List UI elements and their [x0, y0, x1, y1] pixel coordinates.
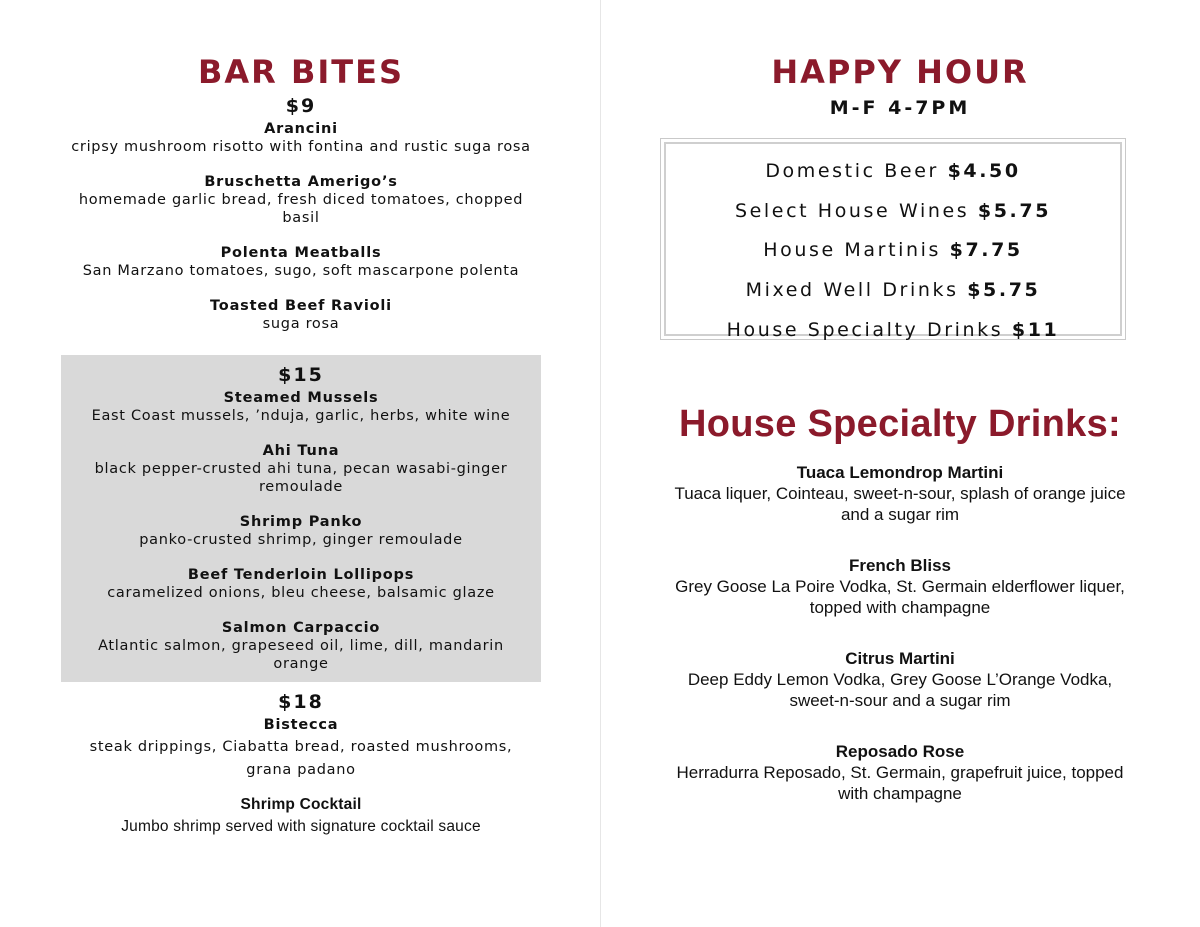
item-name: Steamed Mussels [223, 390, 379, 406]
item-name: Beef Tenderloin Lollipops [187, 567, 415, 583]
item-desc: East Coast mussels, ’nduja, garlic, herbs, white wine [91, 408, 511, 424]
happy-hour-section [640, 52, 1160, 804]
special-price: $7.75 [949, 239, 1023, 262]
drink-desc: Deep Eddy Lemon Vodka, Grey Goose L’Orange Vodka, sweet-n-sour and a sugar rim [687, 670, 1113, 710]
item-desc: black pepper-crusted ahi tuna, pecan wasabi-ginger remoulade [94, 461, 508, 495]
menu-item [61, 796, 541, 836]
item-name: Ahi Tuna [262, 443, 340, 459]
happy-hour-specials-box [660, 138, 1126, 340]
menu-item [40, 297, 562, 333]
menu-item [61, 442, 541, 496]
special-price: $4.50 [947, 160, 1021, 182]
drink-item [640, 462, 1160, 525]
special-label: Select House Wines [734, 199, 970, 222]
tier-18-group [61, 690, 541, 836]
special-label: Domestic Beer [765, 160, 939, 182]
tier-9-group [40, 94, 562, 333]
item-desc: cripsy mushroom risotto with fontina and rustic suga rosa [71, 139, 531, 155]
drink-name: French Bliss [848, 556, 952, 575]
special-label: House Specialty Drinks [726, 318, 1004, 341]
special-label: Mixed Well Drinks [745, 279, 959, 302]
item-desc: caramelized onions, bleu cheese, balsamic glaze [107, 585, 495, 601]
special-label: House Martinis [763, 239, 942, 262]
item-desc: San Marzano tomatoes, sugo, soft mascarpone polenta [82, 263, 520, 279]
drink-desc: Herradurra Reposado, St. Germain, grapefruit juice, topped with champagne [676, 763, 1124, 803]
item-desc: Atlantic salmon, grapeseed oil, lime, dill, mandarin orange [98, 638, 504, 672]
page-divider [600, 0, 601, 927]
drink-name: Citrus Martini [845, 649, 955, 668]
item-name: Bruschetta Amerigo’s [204, 174, 398, 190]
special-row [666, 231, 1120, 271]
happy-hour-specials-list [664, 142, 1122, 341]
drink-item [640, 741, 1160, 804]
item-desc: homemade garlic bread, fresh diced tomatoes, chopped basil [78, 192, 524, 226]
special-price: $5.75 [977, 199, 1052, 222]
menu-item [40, 120, 562, 156]
menu-item [40, 173, 562, 227]
bar-bites-section [40, 52, 562, 836]
item-name: Bistecca [263, 717, 339, 733]
drink-item [640, 648, 1160, 711]
item-name: Polenta Meatballs [220, 245, 382, 261]
tier-9-price: $9 [285, 95, 317, 117]
tier-15-group [61, 355, 541, 682]
menu-item [61, 389, 541, 425]
special-row [666, 192, 1120, 232]
special-row [666, 152, 1120, 192]
menu-item [61, 619, 541, 673]
bar-bites-title: BAR BITES [198, 53, 404, 91]
drink-name: Reposado Rose [835, 742, 965, 761]
drink-item [640, 555, 1160, 618]
special-price: $5.75 [967, 279, 1041, 302]
item-name: Shrimp Panko [239, 514, 363, 530]
special-row [666, 311, 1120, 351]
item-name: Salmon Carpaccio [221, 620, 381, 636]
item-name: Toasted Beef Ravioli [210, 298, 392, 314]
drink-desc: Tuaca liquer, Cointeau, sweet-n-sour, splash of orange juice and a sugar rim [674, 484, 1126, 524]
tier-18-price: $18 [278, 691, 324, 713]
menu-item [61, 716, 541, 782]
menu-item [61, 513, 541, 549]
item-desc: steak drippings, Ciabatta bread, roasted mushrooms, grana padano [89, 739, 513, 778]
menu-item [61, 566, 541, 602]
specialty-drinks-title: House Specialty Drinks: [679, 403, 1121, 445]
tier-15-price: $15 [278, 364, 324, 386]
item-name: Shrimp Cocktail [240, 796, 362, 813]
happy-hour-title: HAPPY HOUR [771, 53, 1029, 91]
item-desc: panko-crusted shrimp, ginger remoulade [139, 532, 463, 548]
special-row [666, 271, 1120, 311]
happy-hour-schedule: M-F 4-7PM [829, 97, 971, 119]
drink-desc: Grey Goose La Poire Vodka, St. Germain elderflower liquer, topped with champagne [675, 577, 1125, 617]
special-price: $11 [1011, 318, 1060, 341]
item-desc: Jumbo shrimp served with signature cocktail sauce [121, 818, 481, 835]
item-desc: suga rosa [262, 316, 340, 332]
drink-name: Tuaca Lemondrop Martini [796, 463, 1004, 482]
item-name: Arancini [264, 121, 338, 137]
menu-item [40, 244, 562, 280]
